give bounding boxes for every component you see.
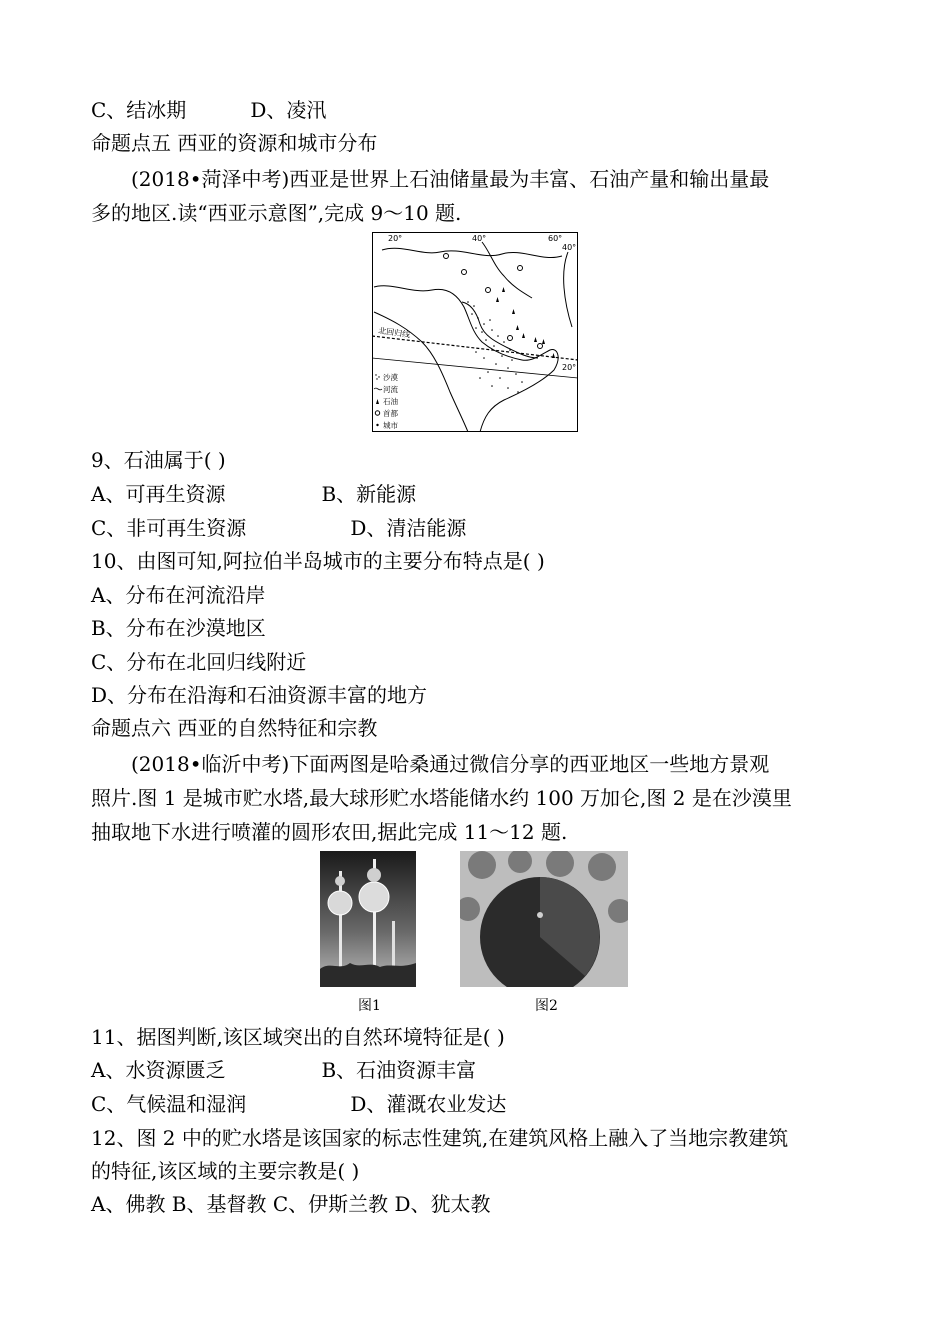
passage-6-line2: 照片.图 1 是城市贮水塔,最大球形贮水塔能储水约 100 万加仑,图 2 是在沙漠里 xyxy=(91,786,792,810)
q9-option-c: C、非可再生资源 xyxy=(91,516,247,540)
figure-2-caption: 图2 xyxy=(535,998,558,1014)
lon-40-label: 40° xyxy=(472,234,487,243)
q10-option-d: D、分布在沿海和石油资源丰富的地方 xyxy=(91,683,428,707)
q11-option-d: D、灌溉农业发达 xyxy=(350,1092,507,1116)
lat-20-label: 20° xyxy=(562,363,577,372)
question-10: 10、由图可知,阿拉伯半岛城市的主要分布特点是( ) xyxy=(91,549,545,573)
q12-options: A、佛教 B、基督教 C、伊斯兰教 D、犹太教 xyxy=(91,1192,491,1216)
question-11: 11、据图判断,该区域突出的自然环境特征是( ) xyxy=(91,1025,505,1049)
option-d: D、凌汛 xyxy=(250,98,327,122)
question-12-line2: 的特征,该区域的主要宗教是( ) xyxy=(91,1159,360,1183)
q9-option-a: A、可再生资源 xyxy=(91,482,226,506)
passage-5-line2: 多的地区.读“西亚示意图”,完成 9～10 题. xyxy=(91,201,462,225)
water-tower-photo xyxy=(320,851,416,987)
passage-6-line3: 抽取地下水进行喷灌的圆形农田,据此完成 11～12 题. xyxy=(91,820,568,844)
q9-option-b: B、新能源 xyxy=(321,482,417,506)
q10-option-a: A、分布在河流沿岸 xyxy=(91,583,266,607)
section-heading-5: 命题点五 西亚的资源和城市分布 xyxy=(91,131,378,155)
q11-options-row2 xyxy=(91,1091,506,1117)
option-c: C、结冰期 xyxy=(91,98,187,122)
tropic-label: 北回归线 xyxy=(377,326,411,340)
q10-option-b: B、分布在沙漠地区 xyxy=(91,616,266,640)
q10-option-c: C、分布在北回归线附近 xyxy=(91,650,307,674)
lon-20-label: 20° xyxy=(388,234,403,243)
q11-option-b: B、石油资源丰富 xyxy=(321,1058,477,1082)
q9-option-d: D、清洁能源 xyxy=(350,516,467,540)
passage-5-line1: (2018•菏泽中考)西亚是世界上石油储量最为丰富、石油产量和输出量最 xyxy=(131,167,770,191)
legend-river: 河流 xyxy=(383,385,398,394)
circular-fields-photo xyxy=(460,851,628,987)
lat-40-label: 40° xyxy=(562,243,577,252)
section-heading-6: 命题点六 西亚的自然特征和宗教 xyxy=(91,716,378,740)
passage-6-line1: (2018•临沂中考)下面两图是哈桑通过微信分享的西亚地区一些地方景观 xyxy=(131,752,770,776)
q9-options-row2 xyxy=(91,515,466,541)
question-9: 9、石油属于( ) xyxy=(91,448,226,472)
q9-options-row1 xyxy=(91,481,416,507)
legend-desert: 沙漠 xyxy=(383,373,398,382)
legend-oil: 石油 xyxy=(383,397,398,406)
west-asia-map xyxy=(372,232,578,432)
legend-city: 城市 xyxy=(383,421,398,430)
option-line xyxy=(91,97,326,123)
question-12-line1: 12、图 2 中的贮水塔是该国家的标志性建筑,在建筑风格上融入了当地宗教建筑 xyxy=(91,1126,789,1150)
q11-option-a: A、水资源匮乏 xyxy=(91,1058,226,1082)
lon-60-label: 60° xyxy=(548,234,563,243)
legend-capital: 首都 xyxy=(383,409,398,418)
figure-1-caption: 图1 xyxy=(358,998,381,1014)
q11-option-c: C、气候温和湿润 xyxy=(91,1092,247,1116)
q11-options-row1 xyxy=(91,1057,476,1083)
